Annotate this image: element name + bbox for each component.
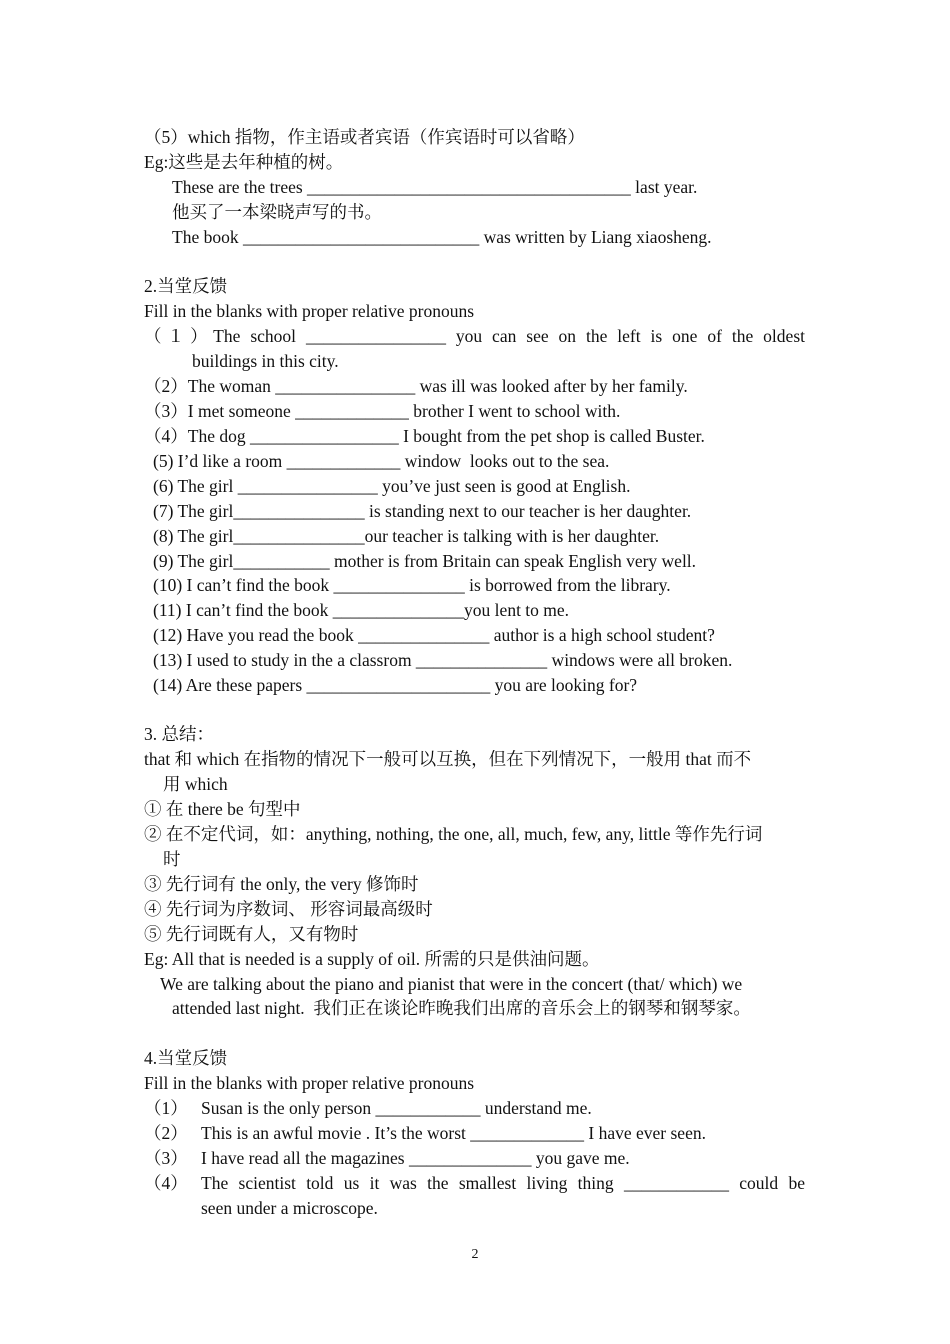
exercise-item: (14) Are these papers _____________________ you are looking for?	[153, 675, 638, 695]
exercise-item: (11) I can’t find the book _______________you lent to me.	[153, 600, 570, 620]
exercise-item: （4）The dog _________________ I bought from the pet shop is called Buster.	[144, 426, 705, 446]
exercise-item-continuation: buildings in this city.	[192, 351, 339, 371]
summary-point: ⑤ 先行词既有人，又有物时	[144, 924, 359, 944]
item-number: （1）	[144, 1098, 188, 1118]
summary-example-1: Eg: All that is needed is a supply of oil. 所需的只是供油问题。	[144, 949, 600, 969]
exercise-item: Susan is the only person ____________ understand me.	[201, 1098, 592, 1118]
exercise-item: （１）The school ________________ you can see on the left is one of the oldest	[144, 326, 805, 346]
exercise-item: （2）The woman ________________ was ill was looked after by her family.	[144, 376, 688, 396]
exercise-item-continuation: seen under a microscope.	[201, 1198, 378, 1218]
exercise-item: （3）I met someone _____________ brother I went to school with.	[144, 401, 621, 421]
summary-intro: that 和 which 在指物的情况下一般可以互换，但在下列情况下，一般用 that 而不	[144, 749, 752, 769]
summary-intro-continuation: 用 which	[163, 774, 228, 794]
summary-point: ④ 先行词为序数词、 形容词最高级时	[144, 899, 433, 919]
item-number: （2）	[144, 1123, 188, 1143]
page-number: 2	[471, 1247, 479, 1262]
exercise-item: This is an awful movie . It’s the worst _____________ I have ever seen.	[201, 1123, 706, 1143]
exercise-item: (10) I can’t find the book _______________ is borrowed from the library.	[153, 575, 671, 595]
summary-example-2-continuation: attended last night. 我们正在谈论昨晚我们出席的音乐会上的钢琴和钢琴家。	[172, 998, 751, 1018]
summary-point: ① 在 there be 句型中	[144, 799, 301, 819]
section-4-instruction: Fill in the blanks with proper relative pronouns	[144, 1073, 475, 1093]
exercise-item: (9) The girl___________ mother is from Britain can speak English very well.	[153, 551, 697, 571]
section-3-heading: 3. 总结：	[144, 724, 214, 744]
summary-example-2: We are talking about the piano and pianist that were in the concert (that/ which) we	[160, 974, 743, 994]
section-2-instruction: Fill in the blanks with proper relative pronouns	[144, 301, 475, 321]
item-number: （3）	[144, 1148, 188, 1168]
exercise-item: (8) The girl_______________our teacher is talking with is her daughter.	[153, 526, 660, 546]
exercise-item: The scientist told us it was the smallest living thing ____________ could be	[201, 1173, 805, 1193]
summary-point-continuation: 时	[163, 849, 181, 869]
example-2-chinese: 他买了一本梁晓声写的书。	[172, 202, 382, 222]
section-2-heading: 2.当堂反馈	[144, 276, 228, 296]
example-1-english: These are the trees _____________________________________ last year.	[172, 177, 698, 197]
section-4-heading: 4.当堂反馈	[144, 1048, 228, 1068]
exercise-item: (7) The girl_______________ is standing next to our teacher is her daughter.	[153, 501, 692, 521]
rule-5-line: （5）which 指物，作主语或者宾语（作宾语时可以省略）	[144, 127, 585, 147]
summary-point: ③ 先行词有 the only, the very 修饰时	[144, 874, 419, 894]
exercise-item: (6) The girl ________________ you’ve just seen is good at English.	[153, 476, 631, 496]
example-2-english: The book ___________________________ was written by Liang xiaosheng.	[172, 227, 712, 247]
summary-point: ② 在不定代词，如：anything, nothing, the one, all, much, few, any, little 等作先行词	[144, 824, 763, 844]
item-number: （4）	[144, 1173, 188, 1193]
exercise-item: (5) I’d like a room _____________ window looks out to the sea.	[153, 451, 610, 471]
exercise-item: I have read all the magazines ______________ you gave me.	[201, 1148, 630, 1168]
example-label: Eg:这些是去年种植的树。	[144, 152, 344, 172]
exercise-item: (13) I used to study in the a classrom _______________ windows were all broken.	[153, 650, 733, 670]
exercise-item: (12) Have you read the book _______________ author is a high school student?	[153, 625, 715, 645]
